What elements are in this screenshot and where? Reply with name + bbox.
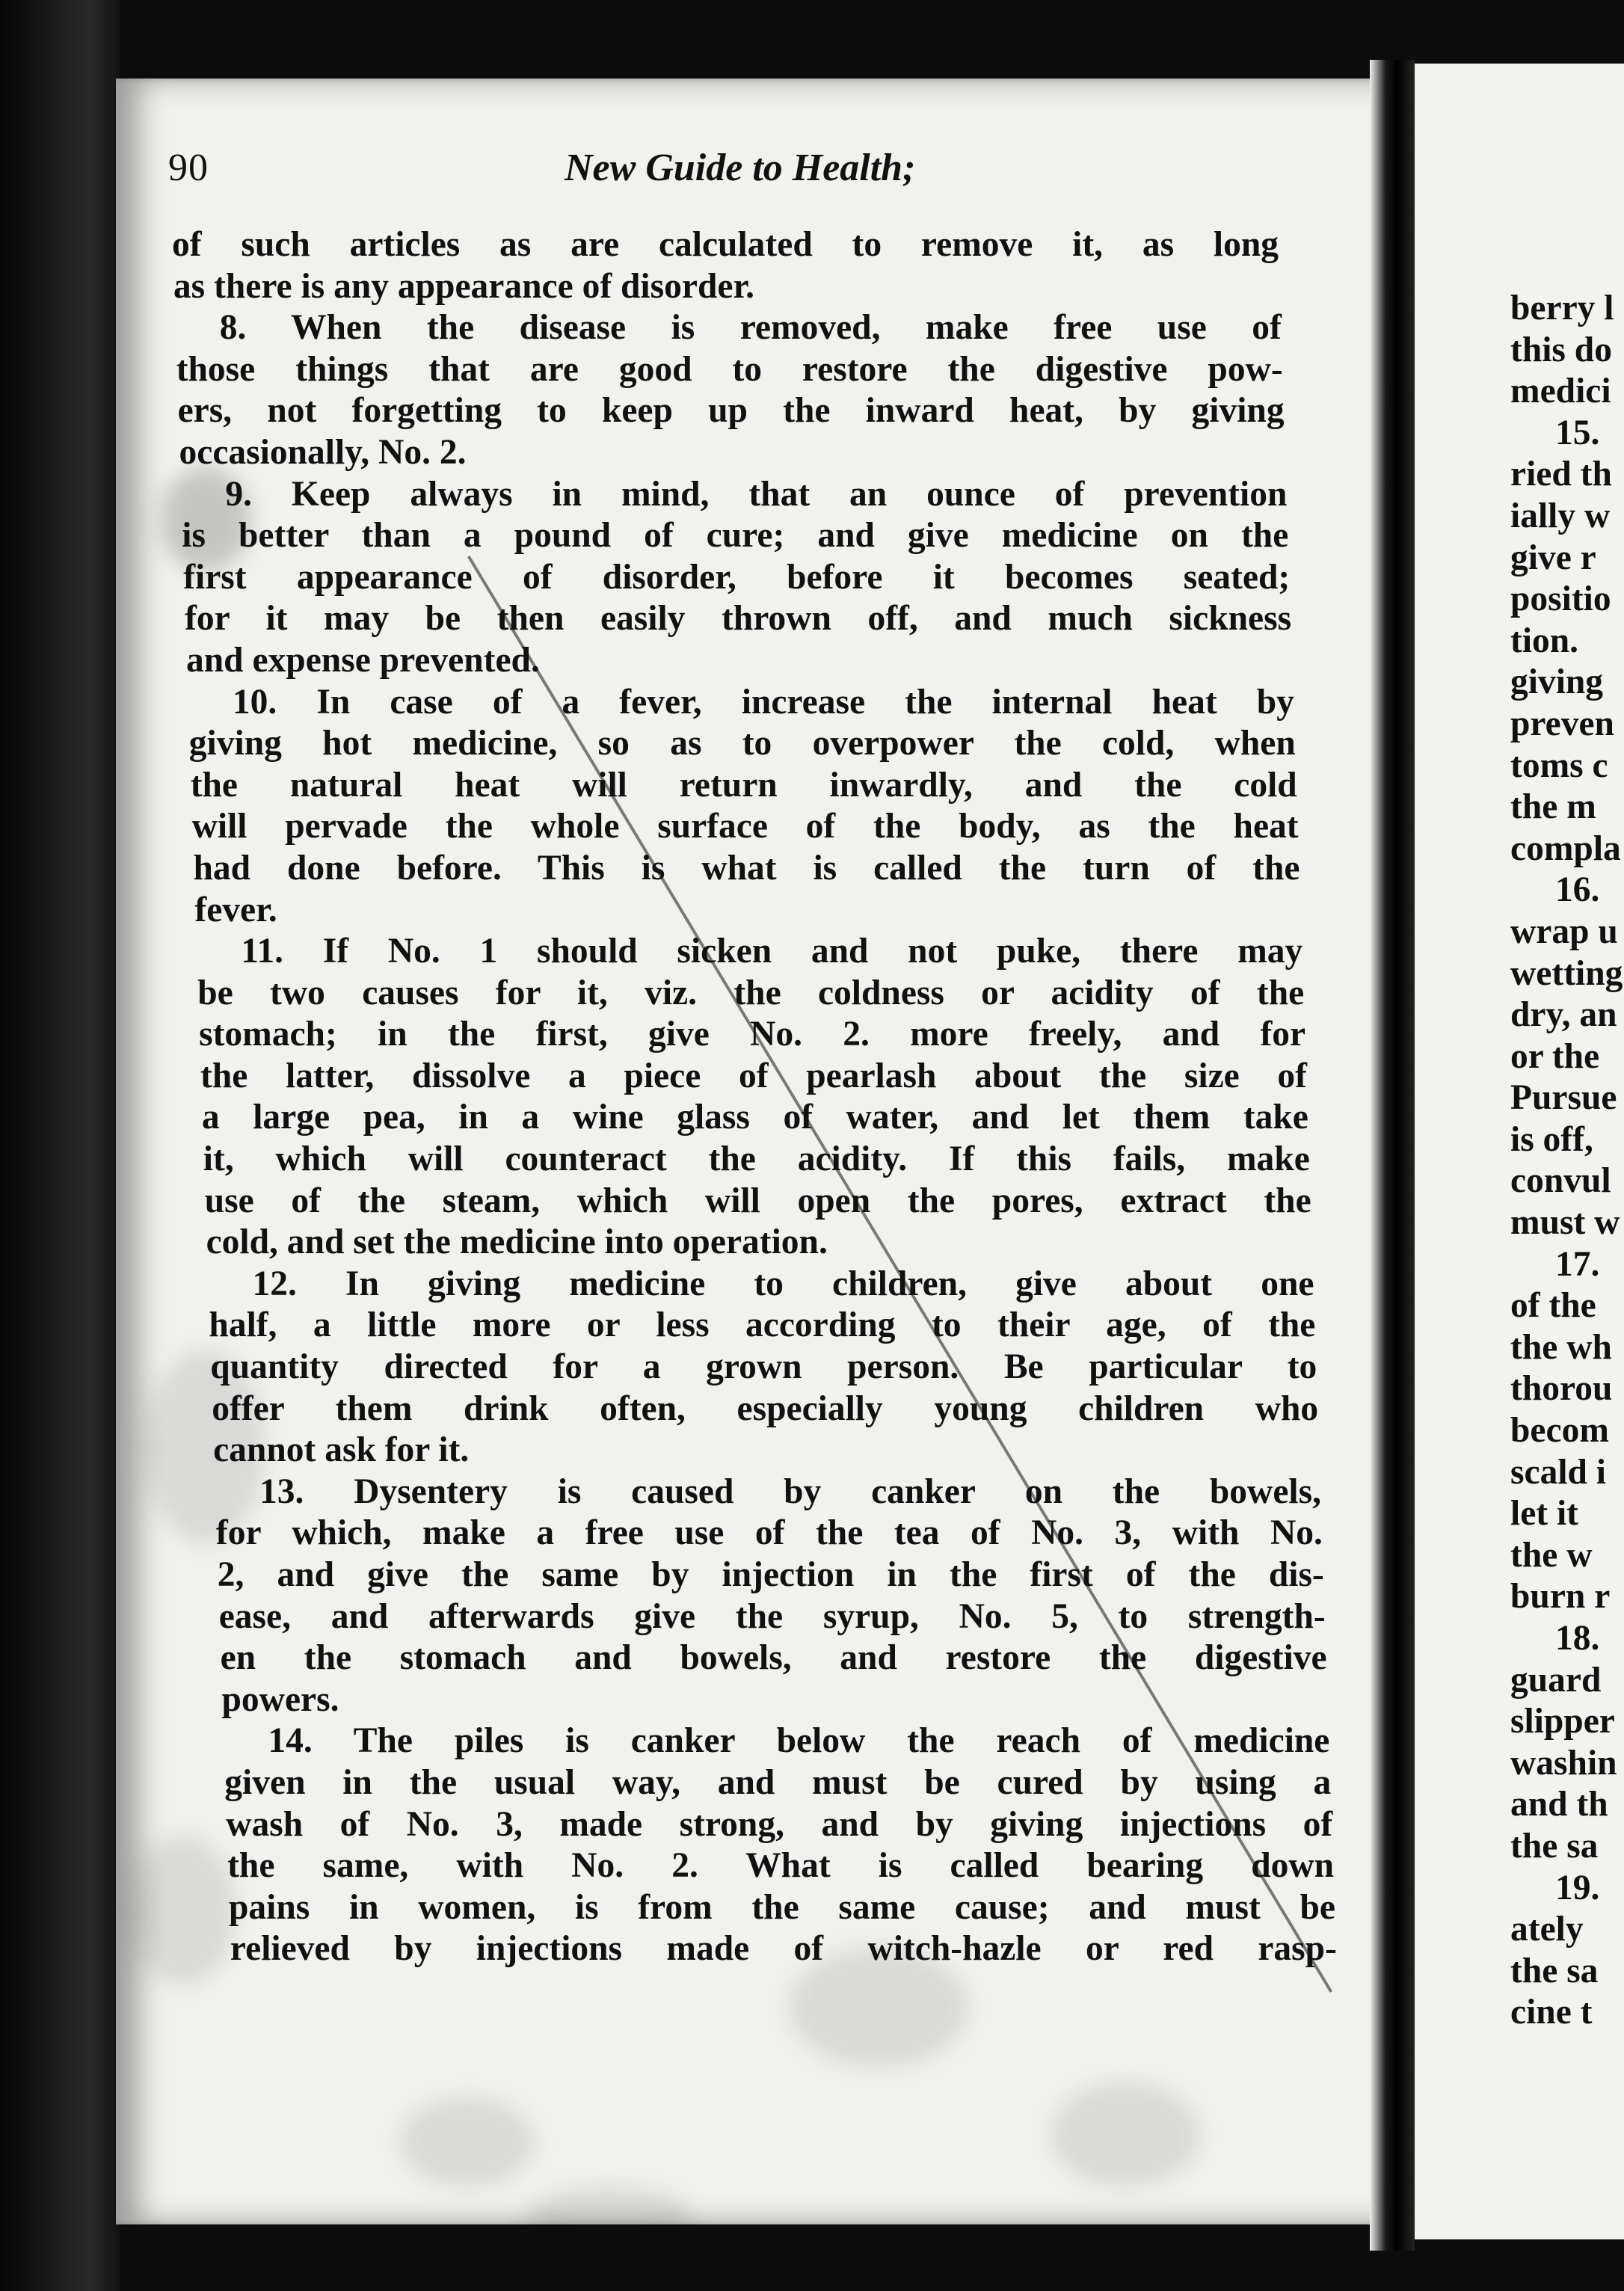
text-line: those things that are good to restore the digestive pow- xyxy=(176,349,1283,389)
right-text-line: becom xyxy=(1510,1411,1609,1451)
right-text-line: scald i xyxy=(1510,1452,1607,1492)
right-text-line: or the xyxy=(1510,1036,1600,1076)
text-line: be two causes for it, viz. the coldness or acidity of the xyxy=(197,973,1305,1012)
text-line: the natural heat will return inwardly, and the cold xyxy=(190,765,1297,805)
text-line: 8. When the disease is removed, make free use of xyxy=(219,308,1282,348)
right-text-line: giving xyxy=(1510,662,1604,702)
right-page xyxy=(1415,64,1624,2239)
right-text-line: thorou xyxy=(1510,1369,1613,1409)
right-text-line: preven xyxy=(1510,704,1614,743)
right-text-line: positio xyxy=(1510,579,1611,619)
text-line: quantity directed for a grown person. Be particular to xyxy=(210,1347,1317,1387)
right-text-line: 18. xyxy=(1555,1619,1600,1658)
text-line: 2, and give the same by injection in the first of the dis- xyxy=(217,1555,1324,1594)
text-line: en the stomach and bowels, and restore the digestive xyxy=(220,1638,1327,1678)
text-line: 13. Dysentery is caused by canker on the bowels, xyxy=(259,1472,1321,1511)
right-text-line: 19. xyxy=(1555,1868,1600,1907)
text-line: offer them drink often, especially young children who xyxy=(212,1389,1319,1428)
right-text-line: burn r xyxy=(1510,1577,1611,1617)
text-line: given in the usual way, and must be cured by using a xyxy=(224,1762,1332,1802)
foxing-stain xyxy=(1051,2082,1200,2187)
text-line: fever. xyxy=(194,890,277,929)
right-text-line: medici xyxy=(1510,372,1611,411)
right-text-line: is off, xyxy=(1510,1119,1593,1159)
right-text-line: tion. xyxy=(1510,621,1579,660)
right-text-line: the sa xyxy=(1510,1951,1599,1990)
text-line: for it may be then easily thrown off, and much sickness xyxy=(185,599,1292,639)
text-line: as there is any appearance of disorder. xyxy=(173,266,755,306)
right-text-line: the m xyxy=(1510,787,1596,827)
text-line: the latter, dissolve a piece of pearlash about the size of xyxy=(200,1056,1307,1095)
right-text-line: 15. xyxy=(1555,413,1600,452)
right-text-line: ried th xyxy=(1510,455,1612,494)
right-text-line: slipper xyxy=(1510,1702,1615,1741)
right-text-line: guard xyxy=(1510,1660,1602,1700)
right-text-line: washin xyxy=(1510,1743,1617,1783)
text-line: stomach; in the first, give No. 2. more freely, and for xyxy=(199,1015,1306,1054)
right-text-line: berry l xyxy=(1510,289,1614,327)
right-text-line: convul xyxy=(1510,1161,1611,1201)
right-text-line: 17. xyxy=(1555,1244,1600,1284)
right-text-line: the sa xyxy=(1510,1826,1599,1866)
right-text-line: wrap u xyxy=(1510,911,1618,951)
right-page-text xyxy=(1510,288,1624,2034)
text-line: the same, with No. 2. What is called bearing down xyxy=(227,1846,1335,1886)
foxing-stain xyxy=(400,2097,535,2187)
text-line: will pervade the whole surface of the body, as the heat xyxy=(191,807,1299,846)
right-text-line: toms c xyxy=(1510,745,1608,785)
text-line: use of the steam, which will open the pores, extract the xyxy=(204,1181,1311,1220)
text-line: for which, make a free use of the tea of No. 3, with No. xyxy=(215,1513,1323,1553)
foxing-stain xyxy=(527,2187,692,2224)
text-line: cold, and set the medicine into operation. xyxy=(206,1223,828,1262)
text-line: powers. xyxy=(221,1679,339,1719)
text-line: giving hot medicine, so as to overpower the cold, when xyxy=(188,724,1296,763)
running-title: New Guide to Health; xyxy=(565,147,916,189)
text-line: 10. In case of a fever, increase the internal heat by xyxy=(232,682,1294,722)
text-line: of such articles as are calculated to remove it, as long xyxy=(172,225,1279,264)
text-line: cannot ask for it. xyxy=(213,1430,470,1470)
right-text-line: must w xyxy=(1510,1203,1620,1243)
right-text-line: 16. xyxy=(1555,870,1600,910)
main-body-text xyxy=(172,224,1337,1970)
text-line: a large pea, in a wine glass of water, and let them take xyxy=(201,1098,1308,1137)
book-gutter xyxy=(1370,60,1415,2251)
right-text-line: wetting xyxy=(1510,953,1623,993)
text-line: wash of No. 3, made strong, and by giving injections of xyxy=(226,1804,1333,1844)
right-text-line: of the xyxy=(1510,1286,1596,1326)
text-line: relieved by injections made of witch-hazle or red rasp- xyxy=(230,1929,1337,1969)
page-number: 90 xyxy=(168,147,209,189)
text-line: pains in women, is from the same cause; and must be xyxy=(229,1887,1335,1927)
text-line: 14. The piles is canker below the reach of medicine xyxy=(268,1721,1330,1761)
text-line: occasionally, No. 2. xyxy=(179,432,467,472)
text-line: 12. In giving medicine to children, give about one xyxy=(252,1264,1314,1303)
right-text-line: let it xyxy=(1510,1494,1578,1534)
text-line: and expense prevented. xyxy=(186,640,540,680)
right-text-line: the w xyxy=(1510,1535,1593,1575)
text-line: 9. Keep always in mind, that an ounce of prevention xyxy=(225,474,1288,514)
right-text-line: dry, an xyxy=(1510,995,1617,1035)
text-line: had done before. This is what is called the turn of the xyxy=(193,848,1300,888)
right-text-line: give r xyxy=(1510,538,1596,577)
right-text-line: ately xyxy=(1510,1910,1584,1949)
right-text-line: compla xyxy=(1510,828,1621,868)
text-line: first appearance of disorder, before it becomes seated; xyxy=(183,557,1291,597)
text-line: ease, and afterwards give the syrup, No. 5, to strength- xyxy=(218,1596,1326,1636)
right-text-line: cine t xyxy=(1510,1993,1593,2032)
page-header xyxy=(168,146,1267,206)
text-line: it, which will counteract the acidity. If this fails, make xyxy=(203,1140,1310,1179)
text-line: is better than a pound of cure; and give medicine on the xyxy=(182,516,1289,556)
text-line: 11. If No. 1 should sicken and not puke, there may xyxy=(241,932,1303,971)
right-text-line: Pursue xyxy=(1510,1078,1617,1118)
text-line: half, a little more or less according to their age, of the xyxy=(209,1306,1316,1345)
right-text-line: the wh xyxy=(1510,1327,1612,1367)
right-text-line: this do xyxy=(1510,330,1612,369)
book-spine-shadow xyxy=(0,0,120,2291)
right-text-line: ially w xyxy=(1510,496,1611,535)
right-text-line: and th xyxy=(1510,1785,1608,1824)
text-line: ers, not forgetting to keep up the inward heat, by giving xyxy=(177,391,1285,431)
